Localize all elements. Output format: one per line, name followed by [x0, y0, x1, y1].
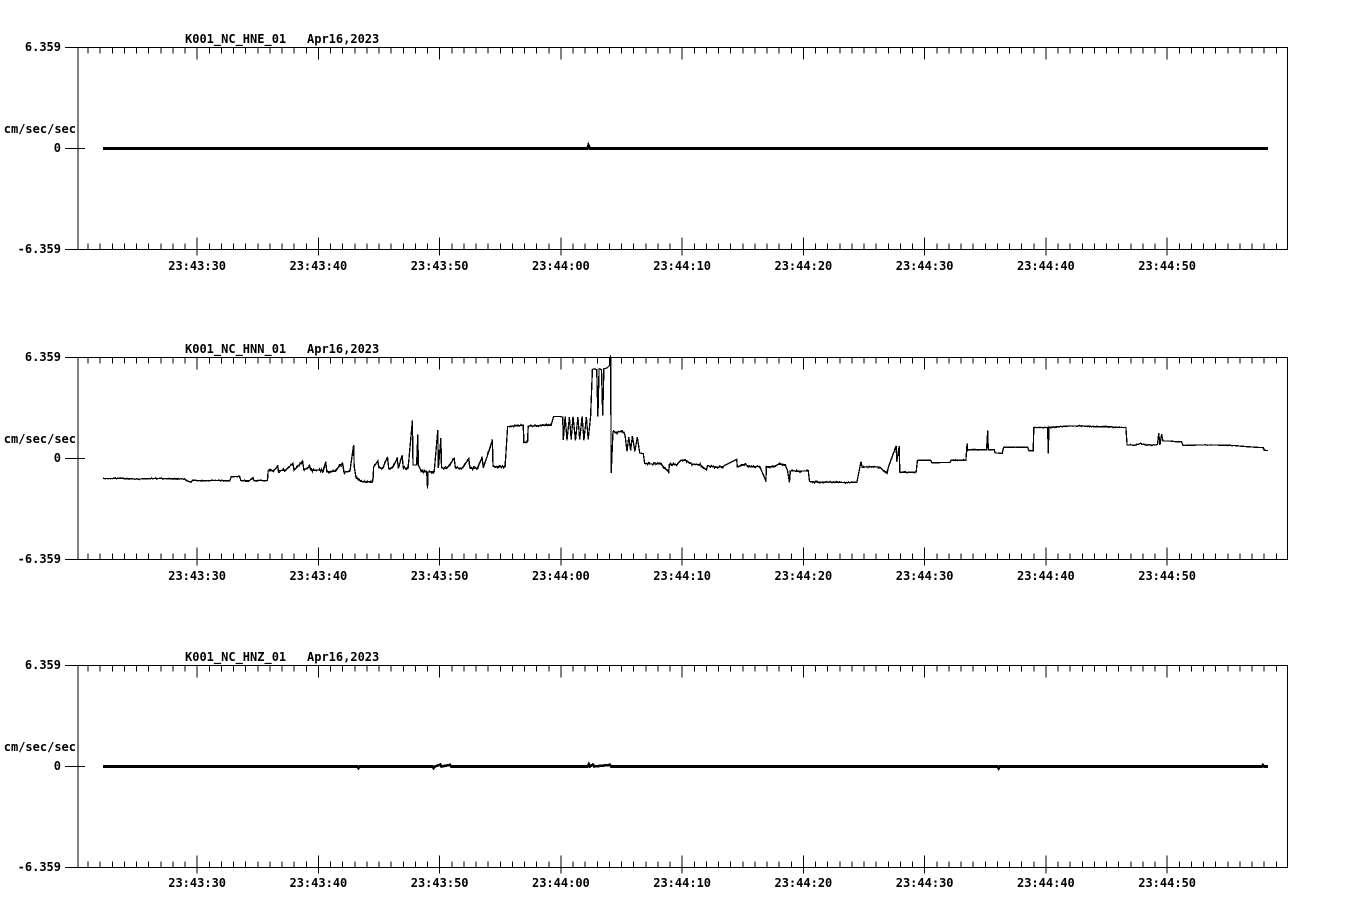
x-tick-label: 23:44:10	[653, 259, 712, 273]
y-axis-max-label: 6.359	[24, 350, 61, 364]
x-tick-label: 23:44:00	[531, 876, 590, 890]
x-tick-label: 23:43:30	[168, 876, 227, 890]
plot-frame	[78, 358, 1288, 560]
x-tick-label: 23:44:40	[1016, 569, 1075, 583]
panel-K001_NC_HNE_01	[65, 48, 1288, 256]
x-tick-label: 23:44:30	[895, 569, 954, 583]
x-tick-label: 23:44:10	[653, 876, 712, 890]
y-axis-unit-label: cm/sec/sec	[3, 432, 76, 446]
y-axis-min-label: -6.359	[17, 242, 61, 256]
y-axis-zero-label: 0	[53, 141, 61, 155]
waveform-noise	[951, 448, 984, 461]
waveform-noise	[268, 458, 352, 474]
x-tick-label: 23:44:40	[1016, 876, 1075, 890]
panel-date: Apr16,2023	[307, 342, 380, 356]
y-axis-unit-label: cm/sec/sec	[3, 122, 76, 136]
x-tick-label: 23:44:20	[774, 876, 833, 890]
axis-ticks	[65, 358, 1276, 566]
panel-K001_NC_HNN_01	[65, 355, 1288, 565]
x-tick-label: 23:44:30	[895, 259, 954, 273]
x-tick-label: 23:44:50	[1138, 259, 1197, 273]
waveform-noise	[419, 432, 506, 481]
waveform-noise	[1034, 425, 1126, 449]
waveform-trace	[103, 764, 1268, 768]
y-axis-max-label: 6.359	[24, 658, 61, 672]
axis-ticks	[65, 48, 1276, 256]
y-axis-min-label: -6.359	[17, 552, 61, 566]
waveform-trace	[103, 145, 1268, 148]
panel-title: K001_NC_HNE_01	[185, 32, 287, 46]
x-tick-label: 23:44:50	[1138, 569, 1197, 583]
x-tick-label: 23:44:10	[653, 569, 712, 583]
panel-K001_NC_HNZ_01	[65, 666, 1288, 874]
y-axis-zero-label: 0	[53, 759, 61, 773]
x-tick-label: 23:44:50	[1138, 876, 1197, 890]
waveform-noise	[103, 476, 267, 482]
x-tick-label: 23:43:40	[289, 876, 348, 890]
waveform-noise	[508, 422, 552, 443]
x-tick-label: 23:44:00	[531, 569, 590, 583]
x-tick-label: 23:44:40	[1016, 259, 1075, 273]
panel-date: Apr16,2023	[307, 650, 380, 664]
y-axis-zero-label: 0	[53, 451, 61, 465]
x-tick-label: 23:43:30	[168, 569, 227, 583]
y-axis-unit-label: cm/sec/sec	[3, 740, 76, 754]
axis-ticks	[65, 666, 1276, 874]
x-tick-label: 23:44:00	[531, 259, 590, 273]
panel-title: K001_NC_HNZ_01	[185, 650, 287, 664]
x-tick-label: 23:43:50	[410, 259, 469, 273]
x-tick-label: 23:43:50	[410, 876, 469, 890]
x-tick-label: 23:43:30	[168, 259, 227, 273]
waveform-noise	[863, 446, 916, 473]
x-tick-label: 23:44:20	[774, 259, 833, 273]
waveform-noise	[645, 459, 724, 472]
x-tick-label: 23:44:30	[895, 876, 954, 890]
y-axis-max-label: 6.359	[24, 40, 61, 54]
x-tick-label: 23:43:40	[289, 259, 348, 273]
waveform-noise	[1183, 445, 1234, 446]
x-tick-label: 23:43:40	[289, 569, 348, 583]
x-tick-label: 23:43:50	[410, 569, 469, 583]
waveform-noise	[356, 428, 412, 483]
y-axis-min-label: -6.359	[17, 860, 61, 874]
x-tick-label: 23:44:20	[774, 569, 833, 583]
panel-date: Apr16,2023	[307, 32, 380, 46]
panel-title: K001_NC_HNN_01	[185, 342, 287, 356]
